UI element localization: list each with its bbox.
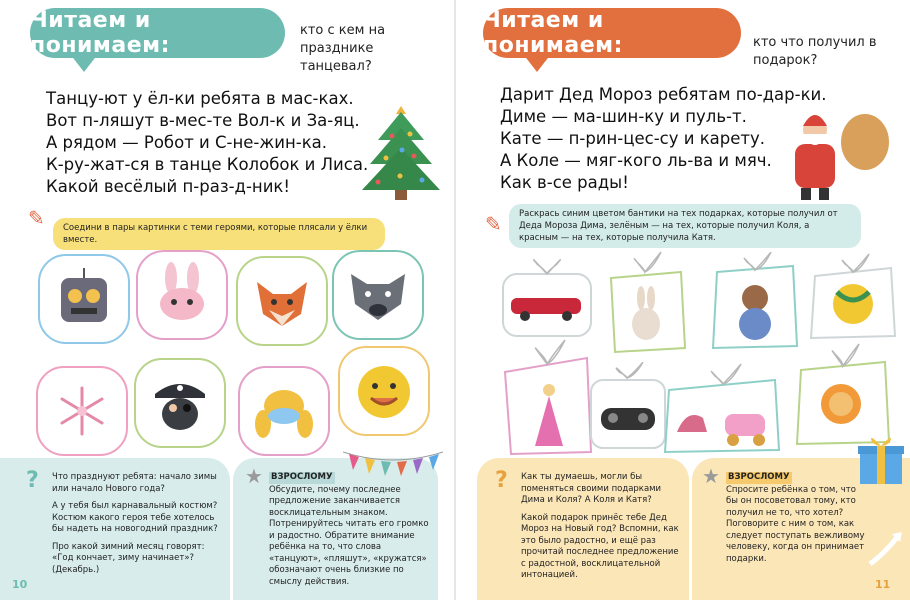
question-icon: ? [495, 468, 508, 493]
page-right [455, 0, 910, 600]
poem-line: Танцу-ют у ёл-ки ребята в мас-ках. [46, 89, 354, 108]
title-question: кто что получил в подарок? [753, 35, 877, 68]
gift-ball[interactable] [807, 250, 899, 342]
task-text: Соедини в пары картинки с теми героями, которые плясали у ёлки вместе. [53, 218, 385, 250]
adult-box [233, 458, 438, 600]
adult-heading: ВЗРОСЛОМУ [728, 472, 790, 482]
gift-car[interactable] [497, 252, 597, 340]
question-text [52, 472, 220, 582]
poem-line: Какой весёлый п-раз-д-ник! [46, 177, 291, 196]
question-box [0, 458, 230, 600]
christmas-tree-icon [358, 104, 444, 204]
title-bubble [483, 8, 741, 58]
page-title: Читаем и понимаем: [483, 8, 623, 58]
info-paragraph: Какой подарок принёс тебе Дед Мороз на Новый год? Вспомни, как это было радостно, и ещё раз прочитай последнее предложение с радостной, восклицательной интонацией. [521, 512, 679, 580]
poem [46, 88, 369, 198]
gift-remote[interactable] [583, 362, 673, 452]
star-icon: ★ [245, 464, 263, 488]
mask-fox[interactable] [236, 256, 328, 346]
poem-line: Диме — ма-шин-ку и пуль-т. [500, 107, 747, 126]
question-box [477, 458, 689, 600]
mask-hare[interactable] [136, 250, 228, 340]
poem-line: Кате — п-рин-цес-су и карету. [500, 129, 766, 148]
bubble-tail [70, 54, 98, 72]
gift-bear[interactable] [709, 252, 801, 352]
poem-line: К-ру-жат-ся в танце Колобок и Лиса. [46, 155, 369, 174]
poem [500, 84, 827, 194]
arrow-decoration [866, 528, 906, 568]
pencil-icon: ✎ [485, 212, 502, 236]
info-paragraph: Как ты думаешь, могли бы поменяться своими подарками Дима и Коля? А Коля и Катя? [521, 472, 662, 505]
question-icon: ? [26, 468, 39, 493]
mask-snowflake[interactable] [36, 366, 128, 456]
gift-carriage[interactable] [663, 362, 785, 456]
star-icon: ★ [702, 464, 720, 488]
pencil-icon: ✎ [28, 206, 45, 230]
poem-line: Дарит Дед Мороз ребятам по-дар-ки. [500, 85, 827, 104]
task-text: Раскрась синим цветом бантики на тех подарках, которые получил от Деда Мороза Дима, зелёным — на тех, которые получил Коля, а красным — на тех, которые получила Катя. [509, 204, 861, 248]
info-paragraph: Про какой зимний месяц говорят: «Год кончает, зиму начинает»? (Декабрь.) [52, 541, 205, 575]
mask-kolobok[interactable] [338, 346, 430, 436]
page-number: 11 [875, 578, 891, 591]
page-title: Читаем и понимаем: [30, 8, 170, 58]
poem-line: Вот п-ляшут в-мес-те Вол-к и За-яц. [46, 111, 360, 130]
bubble-tail [523, 54, 551, 72]
question-text [521, 472, 681, 588]
adult-text-block [726, 472, 866, 571]
gift-bunny[interactable] [601, 248, 689, 356]
adult-text-block [269, 472, 429, 594]
title-bubble [30, 8, 285, 58]
poem-line: Как в-се рады! [500, 173, 629, 192]
page-number: 10 [12, 578, 28, 591]
info-paragraph: А у тебя был карнавальный костюм? Костюм какого героя тебе хотелось бы надеть на новогодний праздник? [52, 501, 218, 534]
mask-wolf[interactable] [332, 250, 424, 340]
info-paragraph: Что празднуют ребята: начало зимы или начало Нового года? [52, 472, 217, 494]
mask-robot[interactable] [38, 254, 130, 344]
santa-icon [781, 104, 891, 204]
poem-line: А рядом — Робот и С-не-жин-ка. [46, 133, 328, 152]
adult-text: Обсудите, почему последнее предложение заканчивается восклицательным знаком. Потренируйтесь читать его громко и радостно. Обратите внимание ребёнка на то, что слова «танцуют», «пляшут», «кружатся» обозначают очень близкие по смыслу действия. [269, 484, 429, 587]
mask-kolobok-girl[interactable] [238, 366, 330, 456]
mask-pirate[interactable] [134, 358, 226, 448]
adult-text: Спросите ребёнка о том, что бы он посоветовал тому, кто получил не то, что хотел? Поговорите с ним о том, как следует поступать вежливому человеку, когда он принимает подарки. [726, 484, 865, 564]
poem-line: А Коле — мяг-кого ль-ва и мяч. [500, 151, 772, 170]
title-question: кто с кем на празднике танцевал? [300, 23, 386, 74]
gift-princess[interactable] [497, 334, 597, 458]
adult-heading: ВЗРОСЛОМУ [271, 472, 333, 482]
